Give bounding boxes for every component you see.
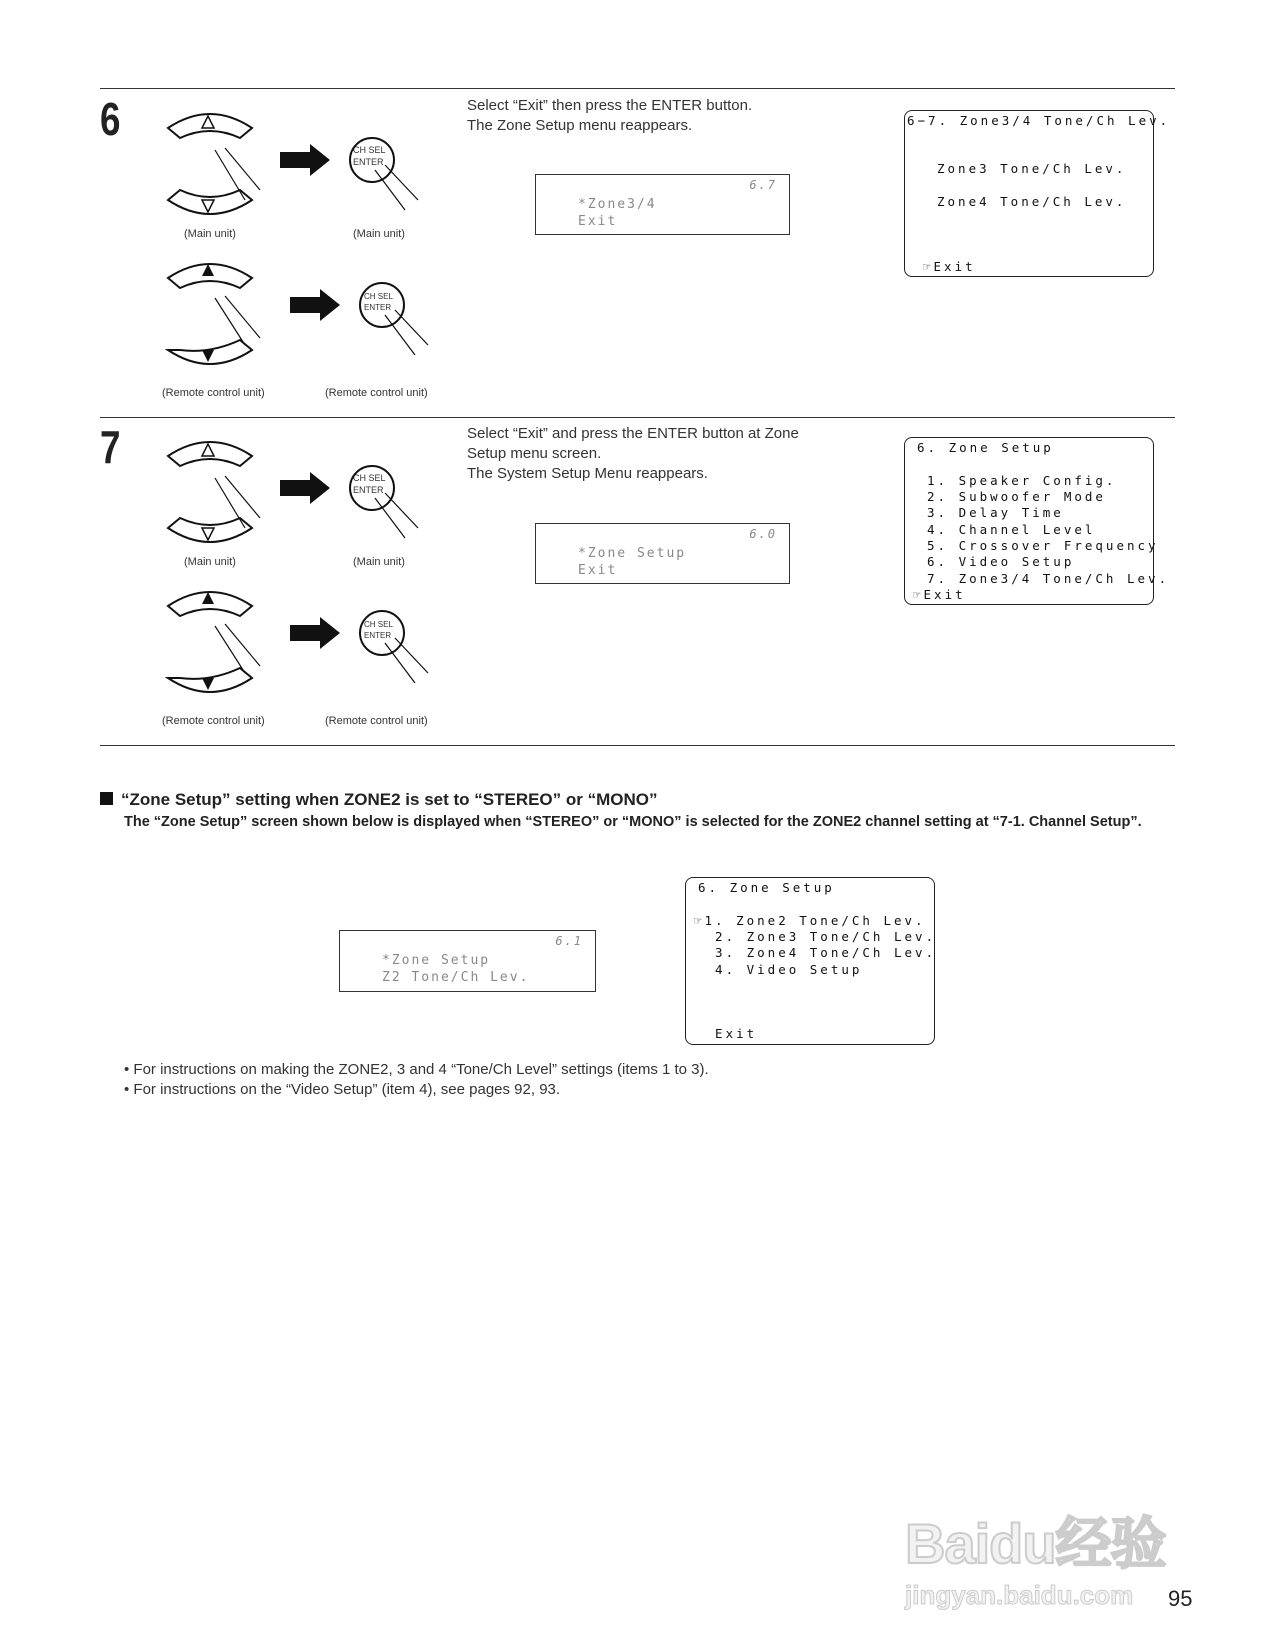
display-code: 6.7 [749, 178, 777, 192]
divider [100, 417, 1175, 418]
bullet-note: • For instructions on making the ZONE2, 3 and 4 “Tone/Ch Level” settings (items 1 to 3). [124, 1061, 709, 1078]
divider [100, 88, 1175, 89]
display-line: *Zone Setup [382, 953, 491, 968]
osd-item: 3. Delay Time [927, 505, 1064, 520]
baidu-watermark: Baidu经验 jingyan.baidu.com [905, 1512, 1166, 1610]
caption: (Remote control unit) [325, 387, 428, 399]
button-label: CH SEL [353, 473, 386, 483]
display-line: *Zone3/4 [578, 197, 657, 212]
osd-item: 2. Subwoofer Mode [927, 489, 1106, 504]
heading-text: “Zone Setup” setting when ZONE2 is set to “STEREO” or “MONO” [121, 790, 658, 809]
osd-item: 4. Video Setup [694, 962, 863, 977]
step-number: 7 [100, 421, 121, 473]
osd-screen [904, 110, 1171, 277]
caption: (Main unit) [184, 556, 236, 568]
step-6-illustration [160, 100, 450, 410]
display-line: Z2 Tone/Ch Lev. [382, 970, 530, 985]
button-label: ENTER [364, 631, 392, 640]
step-7-illustration [160, 428, 450, 738]
instruction-line: Setup menu screen. [467, 445, 602, 462]
osd-title: 6−7. Zone3/4 Tone/Ch Lev. [907, 113, 1171, 128]
caption: (Main unit) [184, 228, 236, 240]
osd-title: 6. Zone Setup [698, 880, 835, 895]
caption: (Remote control unit) [162, 387, 265, 399]
button-press-illustration [160, 100, 450, 410]
instruction-line: Select “Exit” then press the ENTER button. [467, 97, 753, 114]
osd-item: 3. Zone4 Tone/Ch Lev. [694, 945, 937, 960]
osd-item: Zone3 Tone/Ch Lev. [937, 161, 1127, 176]
instruction-line: The System Setup Menu reappears. [467, 465, 708, 482]
osd-item: 7. Zone3/4 Tone/Ch Lev. [927, 571, 1170, 586]
osd-item: Zone4 Tone/Ch Lev. [937, 194, 1127, 209]
button-label: ENTER [353, 485, 384, 495]
display-code: 6.1 [555, 934, 583, 948]
osd-item: 2. Zone3 Tone/Ch Lev. [694, 929, 937, 944]
caption: (Main unit) [353, 228, 405, 240]
display-line: Exit [578, 214, 618, 229]
display-code: 6.0 [749, 527, 777, 541]
instruction-line: The Zone Setup menu reappears. [467, 117, 693, 134]
step-number: 6 [100, 93, 121, 145]
display-line: *Zone Setup [578, 546, 687, 561]
osd-item: 6. Video Setup [927, 554, 1075, 569]
button-label: ENTER [353, 157, 384, 167]
divider [100, 745, 1175, 746]
button-label: CH SEL [353, 145, 386, 155]
instruction-line: Select “Exit” and press the ENTER button at Zone [467, 425, 799, 442]
osd-item: 4. Channel Level [927, 522, 1096, 537]
button-label: CH SEL [364, 292, 393, 301]
button-press-illustration [160, 428, 450, 738]
osd-item: ☞1. Zone2 Tone/Ch Lev. [694, 913, 926, 928]
square-bullet-icon [100, 792, 113, 805]
front-display [535, 523, 790, 584]
caption: (Remote control unit) [162, 715, 265, 727]
page-number: 95 [1168, 1586, 1193, 1611]
osd-item: ☞Exit [913, 587, 966, 602]
osd-item: 5. Crossover Frequency [927, 538, 1159, 553]
osd-item: ☞Exit [923, 259, 976, 274]
front-display [535, 174, 790, 235]
bullet-note: • For instructions on the “Video Setup” (item 4), see pages 92, 93. [124, 1081, 561, 1098]
display-line: Exit [578, 563, 618, 578]
section-heading [100, 790, 658, 810]
button-label: ENTER [364, 303, 392, 312]
osd-screen [904, 437, 1170, 605]
caption: (Remote control unit) [325, 715, 428, 727]
osd-item: 1. Speaker Config. [927, 473, 1117, 488]
osd-title: 6. Zone Setup [917, 440, 1054, 455]
osd-screen [685, 877, 935, 1045]
button-label: CH SEL [364, 620, 393, 629]
osd-item: Exit [694, 1026, 758, 1041]
caption: (Main unit) [353, 556, 405, 568]
section-subtext: The “Zone Setup” screen shown below is displayed when “STEREO” or “MONO” is selected for the ZONE2 channel setting at “7-1. Channel Setup”. [124, 814, 1142, 830]
front-display [339, 930, 596, 992]
